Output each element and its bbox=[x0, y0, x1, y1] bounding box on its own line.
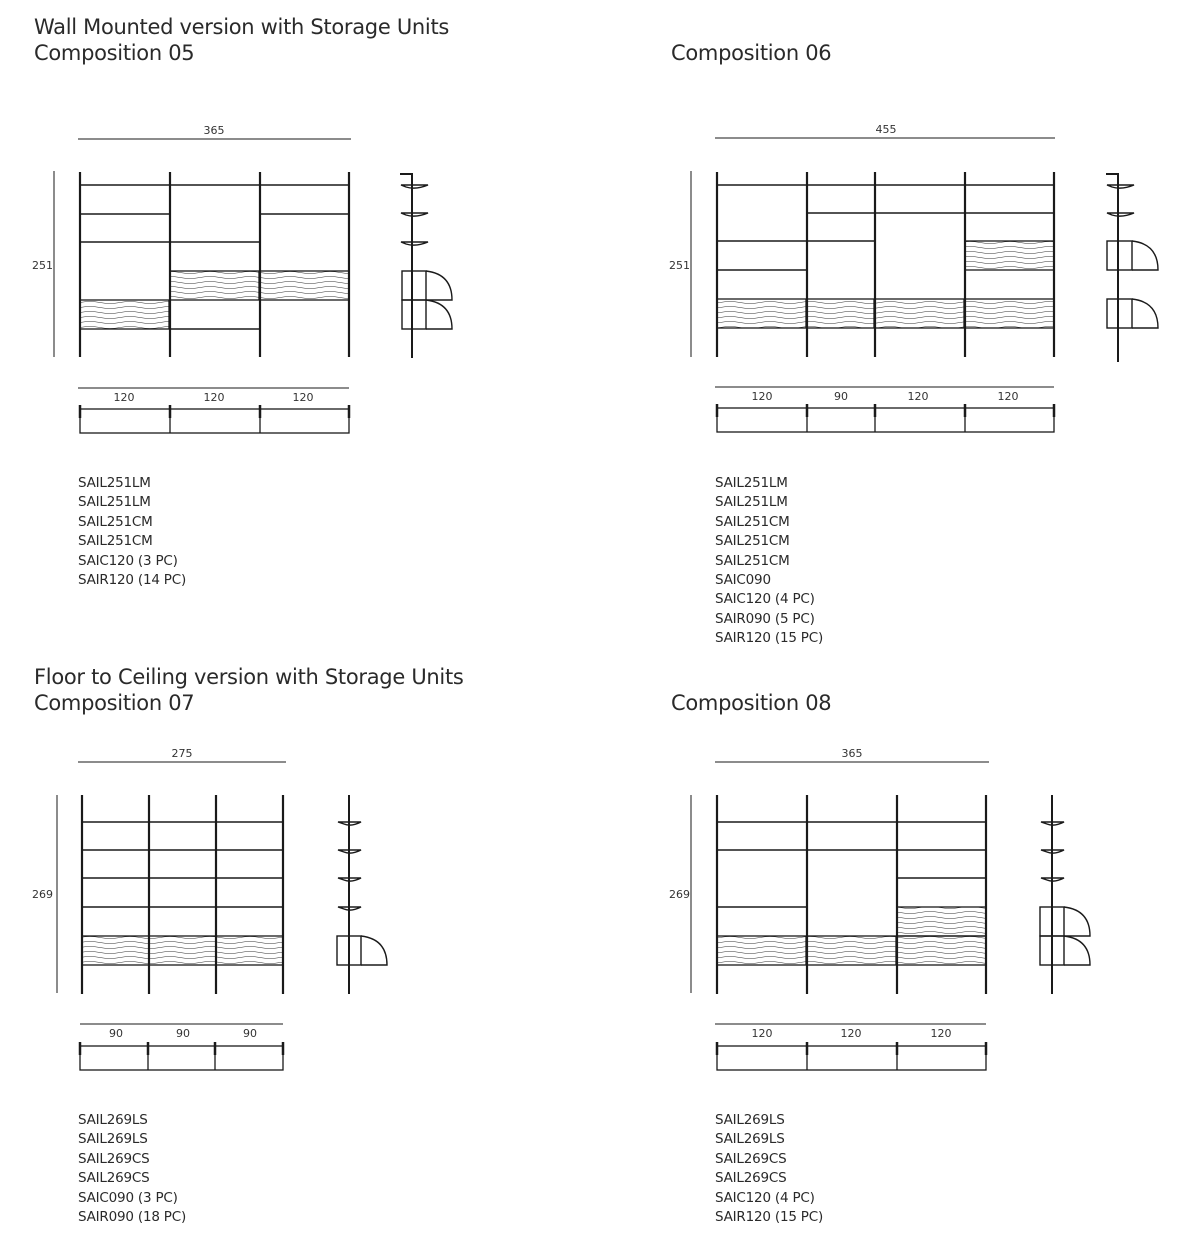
side-upright bbox=[1106, 174, 1118, 362]
bay-width-label: 90 bbox=[834, 390, 848, 403]
bay-width-label: 90 bbox=[176, 1027, 190, 1040]
code-item: SAIR120 (14 PC) bbox=[78, 572, 187, 589]
overall-width-label: 365 bbox=[841, 747, 863, 760]
bay-width-label: 120 bbox=[113, 391, 135, 404]
side-upright bbox=[400, 174, 412, 358]
code-item: SAIL251LM bbox=[715, 494, 788, 511]
shelf-bracket bbox=[401, 213, 428, 216]
plan-outline bbox=[80, 1046, 283, 1070]
plan-outline bbox=[717, 1046, 986, 1070]
bay-width-label: 90 bbox=[109, 1027, 123, 1040]
storage-unit-wood bbox=[807, 936, 896, 965]
height-label: 269 bbox=[669, 888, 690, 901]
storage-unit-wood bbox=[260, 271, 349, 300]
height-label: 269 bbox=[32, 888, 53, 901]
overall-width-label: 275 bbox=[171, 747, 193, 760]
shelf-bracket bbox=[401, 185, 428, 188]
code-item: SAIL251CM bbox=[78, 533, 153, 550]
code-item: SAIL251CM bbox=[715, 552, 790, 569]
front-elevation bbox=[717, 795, 986, 994]
code-item: SAIL269CS bbox=[715, 1150, 787, 1167]
storage-unit-wood bbox=[717, 936, 806, 965]
side-storage-unit bbox=[1107, 241, 1132, 270]
code-item: SAIC120 (3 PC) bbox=[78, 552, 178, 569]
bay-width-label: 120 bbox=[930, 1027, 952, 1040]
bay-width-label: 90 bbox=[243, 1027, 257, 1040]
code-item: SAIR120 (15 PC) bbox=[715, 1209, 824, 1226]
code-item: SAIC090 (3 PC) bbox=[78, 1189, 178, 1206]
side-elevation bbox=[1040, 795, 1090, 994]
bay-width-label: 120 bbox=[840, 1027, 862, 1040]
side-storage-unit bbox=[1107, 299, 1132, 328]
bay-width-label: 120 bbox=[203, 391, 225, 404]
storage-unit-wood bbox=[807, 299, 874, 328]
code-item: SAIL269LS bbox=[78, 1131, 148, 1148]
door-swing bbox=[361, 936, 387, 965]
code-item: SAIL251CM bbox=[715, 533, 790, 550]
composition-05-heading: Wall Mounted version with Storage Units bbox=[34, 15, 450, 39]
composition-08-title: Composition 08 bbox=[671, 691, 832, 715]
code-item: SAIL269CS bbox=[78, 1170, 150, 1187]
code-item: SAIL269LS bbox=[78, 1112, 148, 1128]
bay-width-label: 120 bbox=[997, 390, 1019, 403]
storage-unit-wood bbox=[897, 907, 986, 936]
bay-width-label: 120 bbox=[751, 390, 773, 403]
door-swing bbox=[1132, 241, 1158, 270]
code-item: SAIL251CM bbox=[715, 513, 790, 530]
front-elevation bbox=[82, 795, 283, 994]
shelf-bracket bbox=[1107, 213, 1134, 216]
side-storage-unit bbox=[402, 300, 426, 329]
side-elevation bbox=[337, 795, 387, 994]
door-swing bbox=[1064, 936, 1090, 965]
bay-width-label: 120 bbox=[292, 391, 314, 404]
code-item: SAIL251CM bbox=[78, 513, 153, 530]
composition-06-title: Composition 06 bbox=[671, 41, 832, 65]
overall-width-label: 365 bbox=[203, 124, 225, 137]
door-swing bbox=[1064, 907, 1090, 936]
door-swing bbox=[1132, 299, 1158, 328]
bay-width-label: 120 bbox=[751, 1027, 773, 1040]
storage-unit-wood bbox=[170, 271, 259, 300]
code-item: SAIL269CS bbox=[78, 1150, 150, 1167]
composition-08-drawing bbox=[669, 747, 1090, 1070]
side-elevation bbox=[400, 174, 452, 358]
side-storage-unit bbox=[402, 271, 426, 300]
storage-unit-wood bbox=[149, 936, 216, 965]
height-label: 251 bbox=[669, 259, 690, 272]
side-elevation bbox=[1106, 174, 1158, 362]
front-elevation bbox=[80, 172, 349, 357]
storage-unit-wood bbox=[82, 936, 149, 965]
storage-unit-wood bbox=[965, 299, 1054, 328]
code-item: SAIC120 (4 PC) bbox=[715, 591, 815, 608]
code-item: SAIL251LM bbox=[78, 475, 151, 491]
code-item: SAIL251LM bbox=[78, 494, 151, 511]
storage-unit-wood bbox=[875, 299, 964, 328]
shelf-bracket bbox=[401, 242, 428, 245]
storage-unit-wood bbox=[80, 300, 169, 329]
code-item: SAIL269LS bbox=[715, 1112, 785, 1128]
height-label: 251 bbox=[32, 259, 53, 272]
code-item: SAIR090 (18 PC) bbox=[78, 1209, 187, 1226]
code-item: SAIR120 (15 PC) bbox=[715, 630, 824, 647]
storage-unit-wood bbox=[216, 936, 283, 965]
plan-outline bbox=[80, 409, 349, 433]
bay-width-label: 120 bbox=[907, 390, 929, 403]
composition-07-drawing bbox=[32, 747, 387, 1070]
door-swing bbox=[426, 300, 452, 329]
storage-unit-wood bbox=[717, 299, 806, 328]
code-item: SAIC090 bbox=[715, 572, 771, 589]
door-swing bbox=[426, 271, 452, 300]
composition-06-drawing bbox=[669, 123, 1158, 432]
shelf-bracket bbox=[1107, 185, 1134, 188]
storage-unit-wood bbox=[897, 936, 986, 965]
overall-width-label: 455 bbox=[875, 123, 897, 136]
code-item: SAIC120 (4 PC) bbox=[715, 1189, 815, 1206]
plan-outline bbox=[717, 408, 1054, 432]
code-item: SAIL251LM bbox=[715, 475, 788, 491]
composition-07-title: Composition 07 bbox=[34, 691, 195, 715]
storage-unit-wood bbox=[965, 241, 1054, 270]
composition-05-drawing bbox=[32, 124, 452, 433]
composition-07-heading: Floor to Ceiling version with Storage Units bbox=[34, 665, 464, 689]
front-elevation bbox=[717, 172, 1054, 357]
code-item: SAIL269LS bbox=[715, 1131, 785, 1148]
code-item: SAIR090 (5 PC) bbox=[715, 610, 815, 627]
code-item: SAIL269CS bbox=[715, 1170, 787, 1187]
composition-05-title: Composition 05 bbox=[34, 41, 195, 65]
